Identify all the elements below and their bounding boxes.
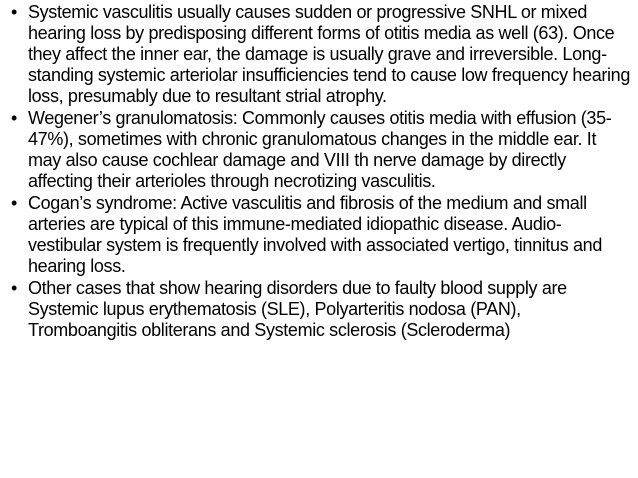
bullet-dot-icon: • — [11, 2, 17, 22]
bullet-dot-icon: • — [11, 108, 17, 128]
bullet-dot-icon: • — [11, 193, 17, 213]
bullet-list — [8, 2, 632, 342]
bullet-item-other-cases — [8, 278, 632, 341]
bullet-text: Cogan’s syndrome: Active vasculitis and fibrosis of the medium and small arteries are typical of this immune-mediated idiopathic disease. Audio-vestibular system is frequently involved with associated vertigo, tinnitus and hearing loss. — [28, 193, 602, 276]
bullet-item-systemic-vasculitis — [8, 2, 632, 107]
bullet-dot-icon: • — [11, 278, 17, 298]
bullet-item-cogans — [8, 193, 632, 277]
bullet-text: Wegener’s granulomatosis: Commonly causes otitis media with effusion (35-47%), sometimes with chronic granulomatous changes in the middle ear. It may also cause cochlear damage and VIII th nerve damage by directly affecting their arterioles through necrotizing vasculitis. — [28, 108, 612, 191]
bullet-text: Systemic vasculitis usually causes sudden or progressive SNHL or mixed hearing loss by predisposing different forms of otitis media as well (63). Once they affect the inner ear, the damage is usually grave and irreversible. Long-standing systemic arteriolar insufficiencies tend to cause low frequency hearing loss, presumably due to resultant strial atrophy. — [28, 2, 631, 106]
bullet-item-wegeners — [8, 108, 632, 192]
bullet-text: Other cases that show hearing disorders due to faulty blood supply are Systemic lupus erythematosis (SLE), Polyarteritis nodosa (PAN), Tromboangitis obliterans and Systemic sclerosis (Scleroderma) — [28, 278, 567, 340]
